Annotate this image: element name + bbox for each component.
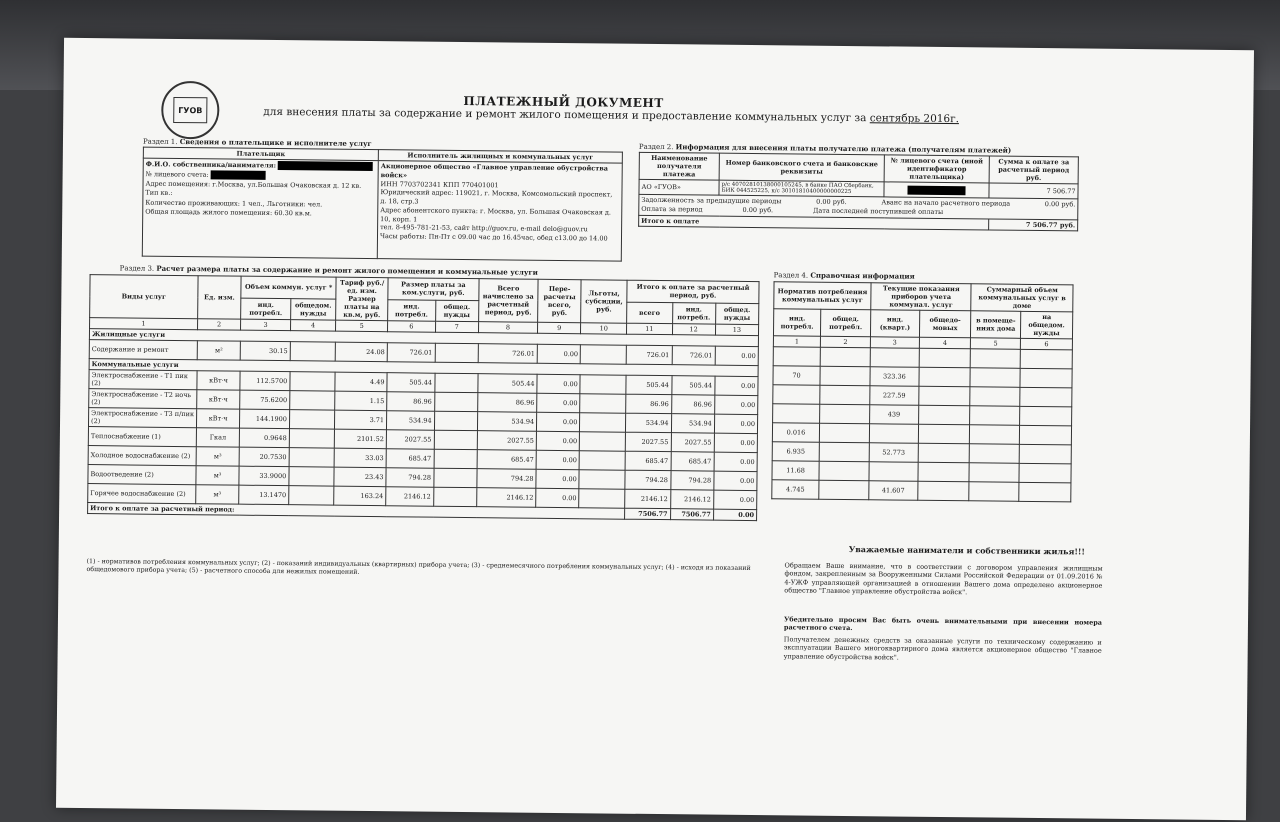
s3-cell-common: 0.00	[715, 376, 759, 395]
s3-cell-fee: 534.94	[386, 411, 434, 430]
s3-h-vol-common: общедом. нужды	[290, 298, 336, 320]
s4-cell-c	[869, 462, 918, 482]
s4-cell-b	[819, 461, 869, 481]
s3-cell-fee: 2027.55	[386, 430, 434, 449]
s4-cell-a: 6.935	[772, 442, 819, 461]
s4-cell-f	[1020, 349, 1072, 369]
s3-cell-vol_c	[289, 448, 335, 467]
s3-cell-tariff: 4.49	[335, 372, 387, 392]
s3-cell-ind: 794.28	[670, 471, 713, 490]
s4-cell-a	[773, 385, 820, 404]
logo-text: ГУОВ	[173, 97, 207, 123]
s3-cell-unit: м²	[197, 341, 240, 360]
s2-h-amount: Сумма к оплате за расчетный период руб.	[989, 156, 1078, 184]
s3-cell-name: Содержание и ремонт	[89, 340, 197, 360]
payer-residents: Количество проживающих: 1 чел., Льготники: чел.	[145, 198, 323, 209]
payer-info	[142, 158, 378, 258]
s3-cell-common: 0.00	[713, 490, 757, 509]
table-row	[772, 480, 1071, 502]
s3-cell-fee_c	[434, 392, 477, 411]
s2-advance-label: Аванс на начало расчетного периода	[881, 198, 1011, 208]
account-label: № лицевого счета:	[145, 170, 209, 179]
s4-h-meters: Текущие показания приборов учета коммунал. услуг	[871, 283, 972, 311]
s3-cell-total: 505.44	[478, 374, 538, 394]
s4-cell-e	[970, 425, 1020, 445]
s2-amount: 7 506.77	[989, 183, 1078, 199]
s4-cell-d	[918, 405, 970, 425]
executor-line-3: Юридический адрес: 119021, г. Москва, Комсомольский проспект, д. 18, стр.3	[380, 188, 613, 206]
s4-cell-f	[1019, 463, 1071, 483]
s4-cell-a: 11.68	[772, 461, 819, 480]
s3-cell-name: Водоотведение (2)	[88, 465, 196, 485]
s3-h-tariff: Тариф руб./ед. изм. Размер платы на кв.м, руб.	[336, 277, 388, 321]
fio-label: Ф.И.О. собственника/нанимателя:	[145, 160, 277, 170]
s3-cell-unit: м³	[196, 485, 239, 504]
s3-cell-vol_c	[290, 342, 336, 361]
s3-cell-recalc: 0.00	[537, 344, 580, 363]
s3-cell-name: Электроснабжение - Т1 пик (2)	[89, 370, 197, 390]
s3-h-pay-ind: инд. потребл.	[672, 302, 715, 324]
s3-col-number: 1	[90, 318, 198, 330]
s3-cell-recalc: 0.00	[536, 469, 579, 488]
s3-cell-vol: 144.1900	[240, 409, 290, 429]
s3-cell-ind: 2027.55	[671, 433, 714, 452]
s3-cell-unit: кВт·ч	[196, 409, 239, 428]
payer-apt-type: Тип кв.:	[145, 188, 173, 198]
s4-col-number: 4	[919, 337, 971, 349]
section2-table	[638, 152, 1079, 232]
executor-line-6: Часы работы: Пн-Пт с 09.00 час до 16.45час, обед с13.00 до 14.00	[379, 232, 608, 243]
s3-cell-ind: 2146.12	[670, 490, 713, 509]
s2-total-value: 7 506.77 руб.	[989, 219, 1078, 231]
s3-cell-recalc: 0.00	[536, 431, 579, 450]
s3-cell-fee_c	[434, 373, 477, 392]
s3-cell-benef	[580, 394, 626, 413]
s4-cell-a	[773, 347, 820, 366]
s2-paid-label: Оплата за период	[641, 204, 703, 214]
s2-account	[884, 182, 989, 198]
billing-period: сентябрь 2016г.	[869, 112, 960, 126]
s3-h-volume: Объем коммун. услуг *	[241, 276, 336, 298]
s3-cell-recalc: 0.00	[537, 412, 580, 431]
section4-table	[771, 281, 1073, 502]
s3-cell-benef	[580, 432, 626, 451]
s3-cell-vol_c	[289, 467, 335, 486]
s3-cell-all: 726.01	[626, 345, 672, 364]
s3-h-fee-ind: инд. потребл.	[388, 299, 436, 321]
s3-cell-common: 0.00	[714, 414, 758, 433]
s2-h-recipient: Наименование получателя платежа	[639, 152, 719, 180]
s3-total-ind: 7506.77	[670, 509, 713, 520]
s4-cell-f	[1019, 482, 1071, 502]
s4-cell-b	[820, 385, 870, 405]
s3-col-number: 5	[336, 320, 388, 332]
executor-info	[377, 161, 622, 262]
s3-h-benefits: Льготы, субсидии, руб.	[581, 280, 627, 323]
s4-h-common: общед. потребл.	[820, 309, 870, 337]
section4-prefix: Раздел 4.	[773, 271, 809, 280]
s4-col-number: 1	[773, 336, 820, 347]
s3-cell-tariff: 2101.52	[334, 429, 386, 449]
s3-total-all: 7506.77	[625, 508, 670, 519]
s4-cell-d	[918, 386, 970, 406]
redacted-s2-account	[907, 185, 965, 195]
s3-cell-fee: 685.47	[386, 449, 434, 468]
executor-header: Исполнитель жилищных и коммунальных услуг	[378, 150, 622, 164]
s3-cell-recalc: 0.00	[537, 374, 580, 393]
s3-cell-total: 86.96	[477, 393, 537, 413]
section3-title: Расчет размера платы за содержание и ремонт жилого помещения и коммунальные услуги	[156, 263, 538, 277]
s3-col-number: 7	[435, 321, 478, 332]
s4-col-number: 3	[870, 337, 919, 349]
s4-cell-b	[820, 347, 870, 367]
s3-footnote: (1) - нормативов потребления коммунальных услуг; (2) - показаний индивидуальных (квартирных) прибора учета; (3) - среднемесячного потребления коммунальных услуг; (4) - исходя из показаний общедомового прибора учета; (5) - расчетного способа для нежилых помещений.	[86, 558, 751, 576]
s3-col-number: 10	[581, 323, 627, 334]
s3-cell-recalc: 0.00	[536, 450, 579, 469]
guov-logo	[161, 81, 220, 140]
s3-h-pay-common: общед. нужды	[715, 303, 759, 325]
s3-cell-unit: кВт·ч	[197, 371, 240, 390]
s3-cell-unit: м³	[196, 466, 239, 485]
s3-h-recalc: Пере-расчеты всего, руб.	[538, 279, 582, 322]
s3-cell-total: 2146.12	[476, 488, 536, 508]
s3-cell-fee: 794.28	[386, 468, 434, 487]
s3-cell-recalc: 0.00	[536, 488, 579, 507]
s3-cell-ind: 505.44	[671, 376, 714, 395]
s3-cell-all: 505.44	[626, 375, 672, 394]
document-title: ПЛАТЕЖНЫЙ ДОКУМЕНТ	[463, 93, 664, 111]
s3-cell-all: 86.96	[626, 394, 672, 413]
s3-cell-tariff: 1.15	[335, 391, 387, 411]
s4-cell-c	[870, 348, 919, 368]
s3-cell-benef	[579, 489, 625, 508]
s3-cell-name: Электроснабжение - Т2 ночь (2)	[89, 389, 197, 409]
s4-col-number: 6	[1020, 338, 1072, 350]
executor-line-2: ИНН 7703702341 КПП 770401001	[380, 179, 499, 189]
s3-cell-tariff: 163.24	[334, 486, 386, 506]
s3-cell-total: 685.47	[477, 450, 537, 470]
executor-line-5: тел. 8-495-781-21-53, сайт http://guov.ru, e-mail delo@guov.ru	[380, 223, 588, 234]
s4-cell-d	[919, 367, 971, 387]
s4-h-in-rooms: в помеще-ниях дома	[971, 311, 1021, 339]
s3-h-fee: Размер платы за ком.услуги, руб.	[388, 278, 479, 300]
s3-col-number: 8	[478, 322, 538, 334]
s4-cell-a: 0.016	[772, 423, 819, 442]
s2-debt-label: Задолженность за предыдущие периоды	[641, 195, 782, 206]
s3-total-common: 0.00	[713, 509, 756, 520]
s3-cell-benef	[580, 375, 626, 394]
s3-cell-vol: 0.9648	[239, 428, 289, 448]
s3-cell-name: Теплоснабжение (1)	[88, 427, 196, 447]
s3-col-number: 11	[627, 323, 672, 334]
section1-prefix: Раздел 1.	[142, 137, 178, 146]
s3-cell-all: 534.94	[626, 413, 672, 432]
s3-cell-vol: 20.7530	[239, 447, 289, 467]
s2-h-bank: Номер банковского счета и банковские реквизиты	[719, 153, 884, 182]
s3-col-number: 6	[388, 321, 436, 332]
s3-col-number: 4	[290, 320, 335, 331]
s4-cell-d	[919, 348, 971, 368]
s3-h-service: Виды услуг	[90, 275, 198, 319]
s3-cell-total: 794.28	[477, 469, 537, 489]
s3-cell-unit: кВт·ч	[197, 390, 240, 409]
s3-cell-fee_c	[433, 468, 476, 487]
s4-cell-c: 323.36	[870, 367, 919, 387]
s3-cell-vol: 13.1470	[239, 485, 289, 505]
s3-cell-benef	[579, 451, 625, 470]
payer-address: Адрес помещения: г.Москва, ул.Большая Очаковская д. 12 кв.	[145, 179, 362, 190]
s3-col-number: 9	[538, 322, 581, 333]
s3-cell-fee_c	[434, 430, 477, 449]
s4-h-common-house: общедо-мовых	[919, 310, 971, 338]
notice-paragraph-1: Обращаем Ваше внимание, что в соответствии с договором управления жилищным фондом, закрепленным за Вооруженными Силами Российской Федерации от 01.09.2016 № 4-УЖФ управляющей организацией в отношении Вашего дома определено акционерное общество "Главное управление обустройства войск".	[784, 561, 1103, 597]
s3-h-to-pay: Итого к оплате за расчетный период, руб.	[627, 280, 759, 303]
s3-cell-common: 0.00	[714, 433, 758, 452]
s4-h-total-volume: Суммарный объем коммунальных услуг в доме	[971, 284, 1073, 312]
s2-paid-value: 0.00 руб.	[742, 205, 774, 215]
executor-line-4: Адрес абонентского пункта: г. Москва, ул. Большая Очаковская д. 10, корп. 1	[380, 205, 611, 224]
s3-cell-all: 2146.12	[625, 489, 671, 508]
s4-cell-d	[918, 443, 970, 463]
s2-advance-value: 0.00 руб.	[1044, 200, 1076, 209]
s4-h-norm: Норматив потребления коммунальных услуг	[774, 282, 871, 310]
s3-h-total-charged: Всего начислено за расчетный период, руб.	[478, 279, 538, 323]
s4-col-number: 2	[820, 336, 870, 348]
s3-group-housing: Жилищные услуги	[89, 329, 758, 347]
s3-cell-vol: 33.9000	[239, 466, 289, 486]
document-subtitle	[263, 106, 959, 125]
redacted-account	[211, 170, 266, 180]
s3-cell-fee: 505.44	[387, 373, 435, 392]
s3-cell-total: 534.94	[477, 412, 537, 432]
s3-cell-fee_c	[434, 449, 477, 468]
s3-h-pay-all: всего	[627, 302, 673, 324]
s3-col-number: 13	[715, 324, 758, 335]
s3-cell-vol: 75.6200	[240, 390, 290, 410]
executor-line-1: Акционерное общество «Главное управление обустройства войск»	[380, 162, 609, 180]
s3-cell-fee_c	[434, 411, 477, 430]
s3-cell-tariff: 33.03	[334, 448, 386, 468]
s3-cell-ind: 86.96	[671, 395, 714, 414]
s3-cell-vol_c	[290, 391, 336, 410]
s3-cell-common: 0.00	[715, 346, 759, 365]
section2-prefix: Раздел 2.	[638, 142, 674, 152]
notice-heading: Уважаемые наниматели и собственники жилья!!!	[848, 544, 1085, 557]
s3-cell-vol_c	[289, 429, 335, 448]
s2-bank: р/с 40702810138000105245, в банке ПАО Сбербанк, БИК 044525225, к/с 30101810400000000225	[719, 180, 884, 197]
s3-cell-tariff: 24.08	[335, 342, 387, 362]
s4-cell-d	[918, 424, 970, 444]
s4-cell-f	[1019, 425, 1071, 445]
section4-label	[774, 270, 915, 280]
s3-cell-fee_c	[433, 487, 476, 506]
s3-cell-fee: 726.01	[387, 343, 435, 362]
s3-cell-benef	[580, 345, 626, 364]
s3-cell-all: 685.47	[625, 451, 671, 470]
s3-cell-tariff: 3.71	[335, 410, 387, 430]
s4-cell-c: 52.773	[869, 443, 918, 463]
s4-cell-d	[917, 481, 969, 501]
s4-cell-c	[869, 424, 918, 444]
section3-table	[87, 274, 759, 521]
s3-cell-name: Холодное водоснабжение (2)	[88, 446, 196, 466]
s4-cell-e	[969, 482, 1019, 502]
s3-cell-fee: 86.96	[387, 392, 435, 411]
s4-cell-c: 439	[870, 405, 919, 425]
s4-cell-c: 227.59	[870, 386, 919, 406]
s4-cell-f	[1020, 387, 1072, 407]
payer-area: Общая площадь жилого помещения: 60.30 кв.м.	[145, 207, 312, 218]
section3-prefix: Раздел 3.	[119, 264, 155, 273]
section2-title: Информация для внесения платы получателю платежа (получателям платежей)	[675, 142, 1012, 155]
s4-cell-b	[819, 423, 869, 443]
s3-cell-vol_c	[289, 410, 335, 429]
s3-cell-ind: 685.47	[671, 452, 714, 471]
s4-rows	[772, 347, 1073, 502]
s3-cell-all: 2027.55	[625, 432, 671, 451]
s3-cell-name: Электроснабжение - Т3 п/пик (2)	[88, 408, 196, 428]
s4-cell-c: 41.607	[869, 481, 918, 501]
s3-cell-fee: 2146.12	[386, 487, 434, 506]
s2-h-account: № лицевого счета (иной идентификатор плательщика)	[884, 155, 989, 183]
payment-document-sheet	[56, 38, 1254, 820]
s3-cell-unit: Гкал	[196, 428, 239, 447]
s4-cell-b	[820, 404, 870, 424]
s3-cell-vol_c	[289, 486, 335, 505]
s3-cell-name: Горячее водоснабжение (2)	[88, 484, 196, 504]
s3-h-unit: Ед. изм.	[198, 276, 242, 319]
s4-cell-e	[970, 368, 1020, 388]
s3-cell-total: 726.01	[478, 344, 538, 364]
s4-cell-e	[970, 387, 1020, 407]
s3-utility-rows	[88, 370, 758, 510]
s3-cell-benef	[580, 413, 626, 432]
notice-paragraph-3: Получателем денежных средств за оказанные услуги по техническому содержанию и эксплуатации Вашего многоквартирного дома является акционерное общество "Главное управление обустройства войск".	[783, 635, 1102, 662]
s3-cell-vol: 30.15	[240, 341, 290, 361]
s2-recipient: АО «ГУОВ»	[639, 179, 719, 195]
s4-cell-f	[1019, 444, 1071, 464]
s3-cell-vol_c	[290, 372, 336, 391]
s3-cell-vol: 112.5700	[240, 371, 290, 391]
s3-group-utilities: Коммунальные услуги	[89, 359, 758, 377]
s4-cell-a: 4.745	[772, 480, 819, 499]
section1-title: Сведения о плательщике и исполнителе услуг	[179, 137, 372, 149]
s4-cell-a: 70	[773, 366, 820, 385]
s3-cell-total: 2027.55	[477, 431, 537, 451]
s3-cell-common: 0.00	[714, 452, 758, 471]
redacted-fio	[278, 161, 373, 171]
s3-cell-ind: 726.01	[672, 346, 715, 365]
s4-cell-e	[970, 444, 1020, 464]
s4-cell-a	[773, 404, 820, 423]
subtitle-text: для внесения платы за содержание и ремонт жилого помещения и предоставление коммунальных услуг за	[263, 105, 867, 125]
notice-paragraph-2: Убедительно просим Вас быть очень внимательными при внесении номера расчетного счета.	[783, 615, 1103, 633]
s3-col-number: 2	[197, 319, 240, 330]
s3-cell-common: 0.00	[714, 471, 758, 490]
s4-h-common-needs: на общедом. нужды	[1020, 311, 1072, 339]
s4-cell-f	[1020, 406, 1072, 426]
s4-cell-d	[918, 462, 970, 482]
s3-cell-all: 794.28	[625, 470, 671, 489]
section4-title: Справочная информация	[810, 270, 915, 281]
s3-h-fee-common: общед. нужды	[435, 300, 478, 322]
s4-cell-b	[819, 442, 869, 462]
s3-cell-tariff: 23.43	[334, 467, 386, 487]
s2-last-date-label: Дата последней поступившей оплаты	[813, 206, 944, 217]
s4-cell-b	[820, 366, 870, 386]
s4-cell-f	[1020, 368, 1072, 388]
s3-total-label: Итого к оплате за расчетный период:	[88, 503, 625, 520]
section1-table	[142, 147, 623, 262]
s2-debt-value: 0.00 руб.	[816, 197, 847, 206]
s4-cell-e	[969, 463, 1019, 483]
s3-cell-recalc: 0.00	[537, 393, 580, 412]
s3-col-number: 3	[241, 319, 291, 331]
payer-header: Плательщик	[143, 147, 378, 160]
s2-total-label: Итого к оплате	[639, 216, 989, 231]
s4-cell-e	[971, 349, 1021, 369]
s4-cell-b	[819, 480, 869, 500]
s4-h-ind: инд. потребл.	[773, 309, 820, 336]
s3-cell-fee_c	[435, 343, 478, 362]
s4-cell-e	[970, 406, 1020, 426]
s4-h-ind-kv: инд. (кварт.)	[871, 310, 920, 338]
s3-col-number: 12	[672, 324, 715, 335]
s3-h-vol-ind: инд. потребл.	[241, 298, 291, 320]
s3-cell-unit: м³	[196, 447, 239, 466]
s3-cell-common: 0.00	[714, 395, 758, 414]
s3-cell-ind: 534.94	[671, 414, 714, 433]
s4-col-number: 5	[971, 338, 1021, 350]
s3-cell-benef	[579, 470, 625, 489]
